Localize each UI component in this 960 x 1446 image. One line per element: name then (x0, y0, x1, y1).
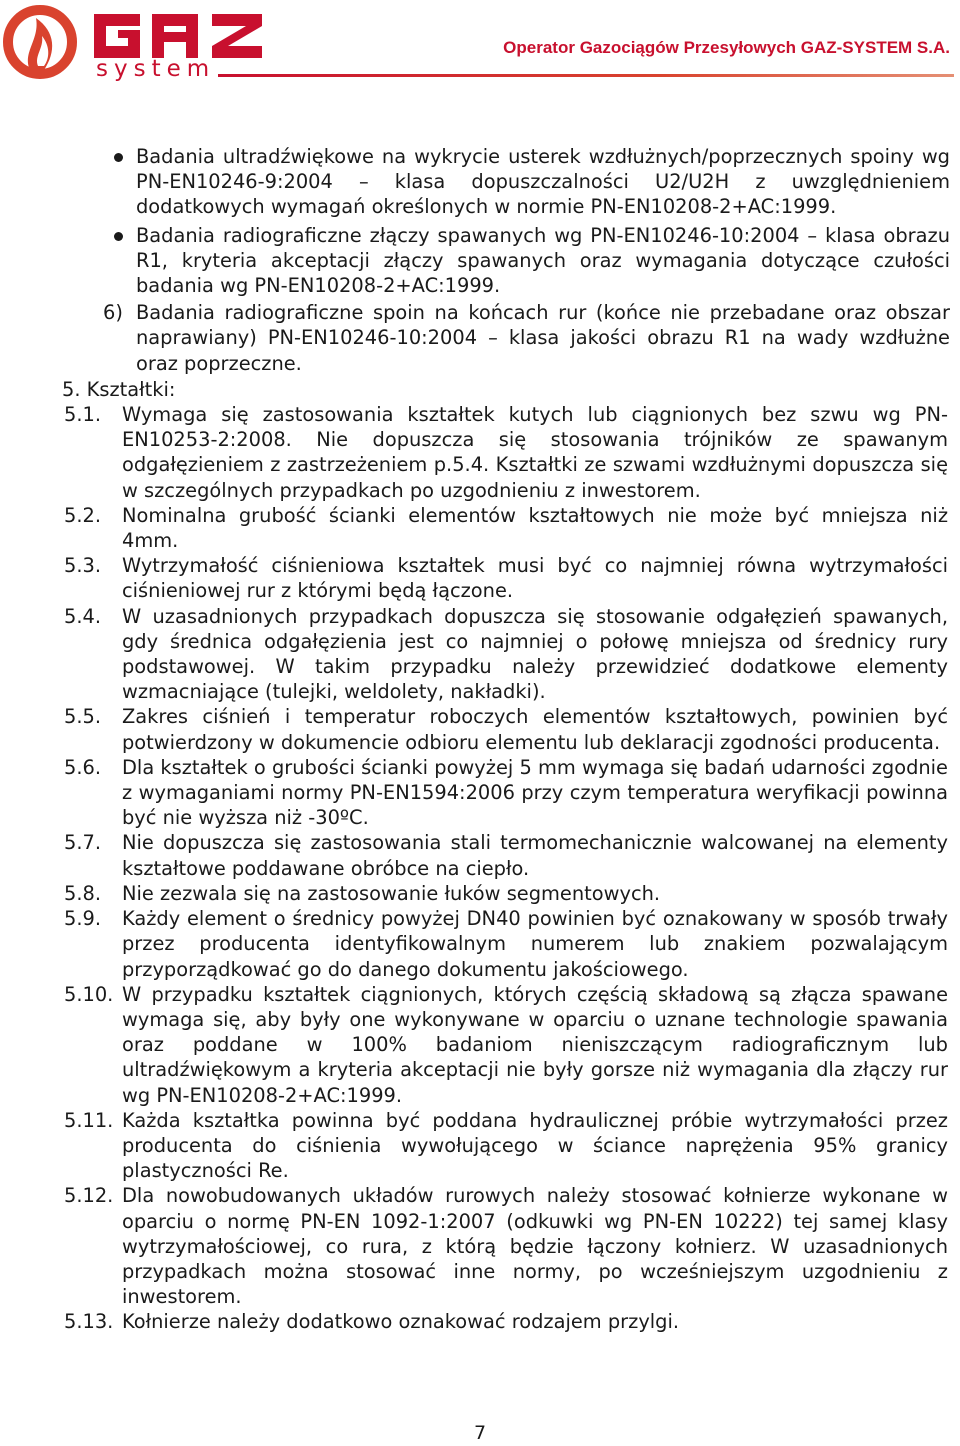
bullet-item (0, 144, 960, 220)
item-number: 5.10. (64, 982, 114, 1006)
item-number: 5.11. (64, 1108, 114, 1132)
item-text: Wymaga się zastosowania kształtek kutych lub ciągnionych bez szwu wg PN-EN10253-2:2008. Nie dopuszcza się stosowania trójników ze spawanym odgałęzieniem z zastrzeżeniem p.5.4. Kształtki ze szwami wzdłużnymi dopuszcza się w szczególnych przypadkach po uzgodnieniu z inwestorem. (122, 403, 948, 502)
list-item (0, 906, 960, 982)
item-number: 5.4. (64, 604, 102, 628)
item-text: W uzasadnionych przypadkach dopuszcza się stosowanie odgałęzień spawanych, gdy średnica odgałęzienia jest co najmniej o połowę mniejsza od średnicy rury podstawowej. W takim przypadku należy przewidzieć dodatkowe elementy wzmacniające (tulejki, weldolety, nakładki). (122, 604, 948, 704)
list-item (0, 402, 960, 503)
logo-subtext: system (96, 56, 216, 82)
list-item (0, 982, 960, 1108)
point-number: 6) (103, 301, 123, 325)
list-item (0, 1183, 960, 1309)
list-item (0, 1108, 960, 1184)
header-rule (218, 74, 954, 77)
bullet-text: Badania ultradźwiękowe na wykrycie usterek wzdłużnych/poprzecznych spoiny wg PN-EN10246-9:2004 – klasa dopuszczalności U2/U2H z uwzględnieniem dodatkowych wymagań określonych w normie PN-EN10208-2+AC:1999. (136, 145, 950, 219)
item-text: Każda kształtka powinna być poddana hydraulicznej próbie wytrzymałości przez producenta do ciśnienia wywołującego w ściance naprężenia 95% granicy plastyczności Re. (122, 1108, 948, 1183)
list-item (0, 755, 960, 831)
item-text: Dla nowobudowanych układów rurowych należy stosować kołnierze wykonane w oparciu o normę PN-EN 1092-1:2007 (odkuwki wg PN-EN 10222) tej samej klasy wytrzymałościowej, co rura, z którą będzie łączony kołnierz. W uzasadnionych przypadkach można stosować inne normy, po wcześniejszym uzgodnieniu z inwestorem. (122, 1184, 948, 1309)
section-heading: 5. Kształtki: (62, 377, 176, 401)
document-body (0, 144, 960, 1335)
list-item (0, 1309, 960, 1334)
bullet-icon (114, 153, 123, 162)
point-text: Badania radiograficzne spoin na końcach rur (końce nie przebadane oraz obszar naprawiany) PN-EN10246-10:2004 – klasa jakości obrazu R1 na wady wzdłużne oraz poprzeczne. (136, 301, 950, 375)
item-number: 5.9. (64, 907, 102, 931)
item-number: 5.7. (64, 831, 102, 855)
item-number: 5.8. (64, 881, 102, 905)
list-item (0, 604, 960, 705)
item-number: 5.5. (64, 705, 102, 729)
item-text: Nominalna grubość ścianki elementów kształtowych nie może być mniejsza niż 4mm. (122, 503, 948, 553)
list-item (0, 553, 960, 603)
bullet-icon (114, 232, 123, 241)
list-item (0, 704, 960, 754)
item-number: 5.1. (64, 403, 102, 427)
numbered-point-6 (0, 300, 960, 376)
item-number: 5.13. (64, 1310, 114, 1334)
list-item (0, 503, 960, 553)
item-text: Każdy element o średnicy powyżej DN40 powinien być oznakowany w sposób trwały przez producenta identyfikowalnym numerem lub znakiem pozwalającym przyporządkować go do danego dokumentu jakościowego. (122, 907, 948, 981)
item-text: Nie dopuszcza się zastosowania stali termomechanicznie walcowanej na elementy kształtowe poddawane obróbce na ciepło. (122, 831, 948, 880)
item-text: W przypadku kształtek ciągnionych, których częścią składową są złącza spawane wymaga się, aby były one wykonywane w oparciu o uznane technologie spawania oraz poddane w 100% badaniom nieniszczącym radiograficznym lub ultradźwiękowym a kryteria akceptacji nie były gorsze niż wymagania dla złączy rur wg PN-EN10208-2+AC:1999. (122, 982, 948, 1107)
page-number: 7 (473, 1422, 487, 1444)
item-number: 5.3. (64, 554, 102, 578)
company-name: Operator Gazociągów Przesyłowych GAZ-SYSTEM S.A. (503, 38, 950, 57)
list-item (0, 881, 960, 906)
item-number: 5.6. (64, 755, 102, 779)
item-text: Kołnierze należy dodatkowo oznakować rodzajem przylgi. (122, 1310, 680, 1334)
page-header (0, 0, 960, 90)
list-item (0, 830, 960, 880)
item-number: 5.12. (64, 1184, 114, 1208)
bullet-text: Badania radiograficzne złączy spawanych wg PN-EN10246-10:2004 – klasa obrazu R1, kryteria akceptacji złączy spawanych oraz wymagania dotyczące czułości badania wg PN-EN10208-2+AC:1999. (136, 223, 950, 298)
bullet-item (0, 223, 960, 299)
item-number: 5.2. (64, 503, 102, 527)
item-text: Nie zezwala się na zastosowanie łuków segmentowych. (122, 881, 661, 905)
item-text: Zakres ciśnień i temperatur roboczych elementów kształtowych, powinien być potwierdzony w dokumencie odbioru elementu lub deklaracji zgodności producenta. (122, 705, 948, 754)
item-text: Dla kształtek o grubości ścianki powyżej 5 mm wymaga się badań udarności zgodnie z wymaganiami normy PN-EN1594:2006 przy czym temperatura weryfikacji powinna być nie wyższa niż -30ºC. (122, 755, 948, 830)
item-text: Wytrzymałość ciśnieniowa kształtek musi być co najmniej równa wytrzymałości ciśnieniowej rur z którymi będą łączone. (122, 554, 948, 603)
